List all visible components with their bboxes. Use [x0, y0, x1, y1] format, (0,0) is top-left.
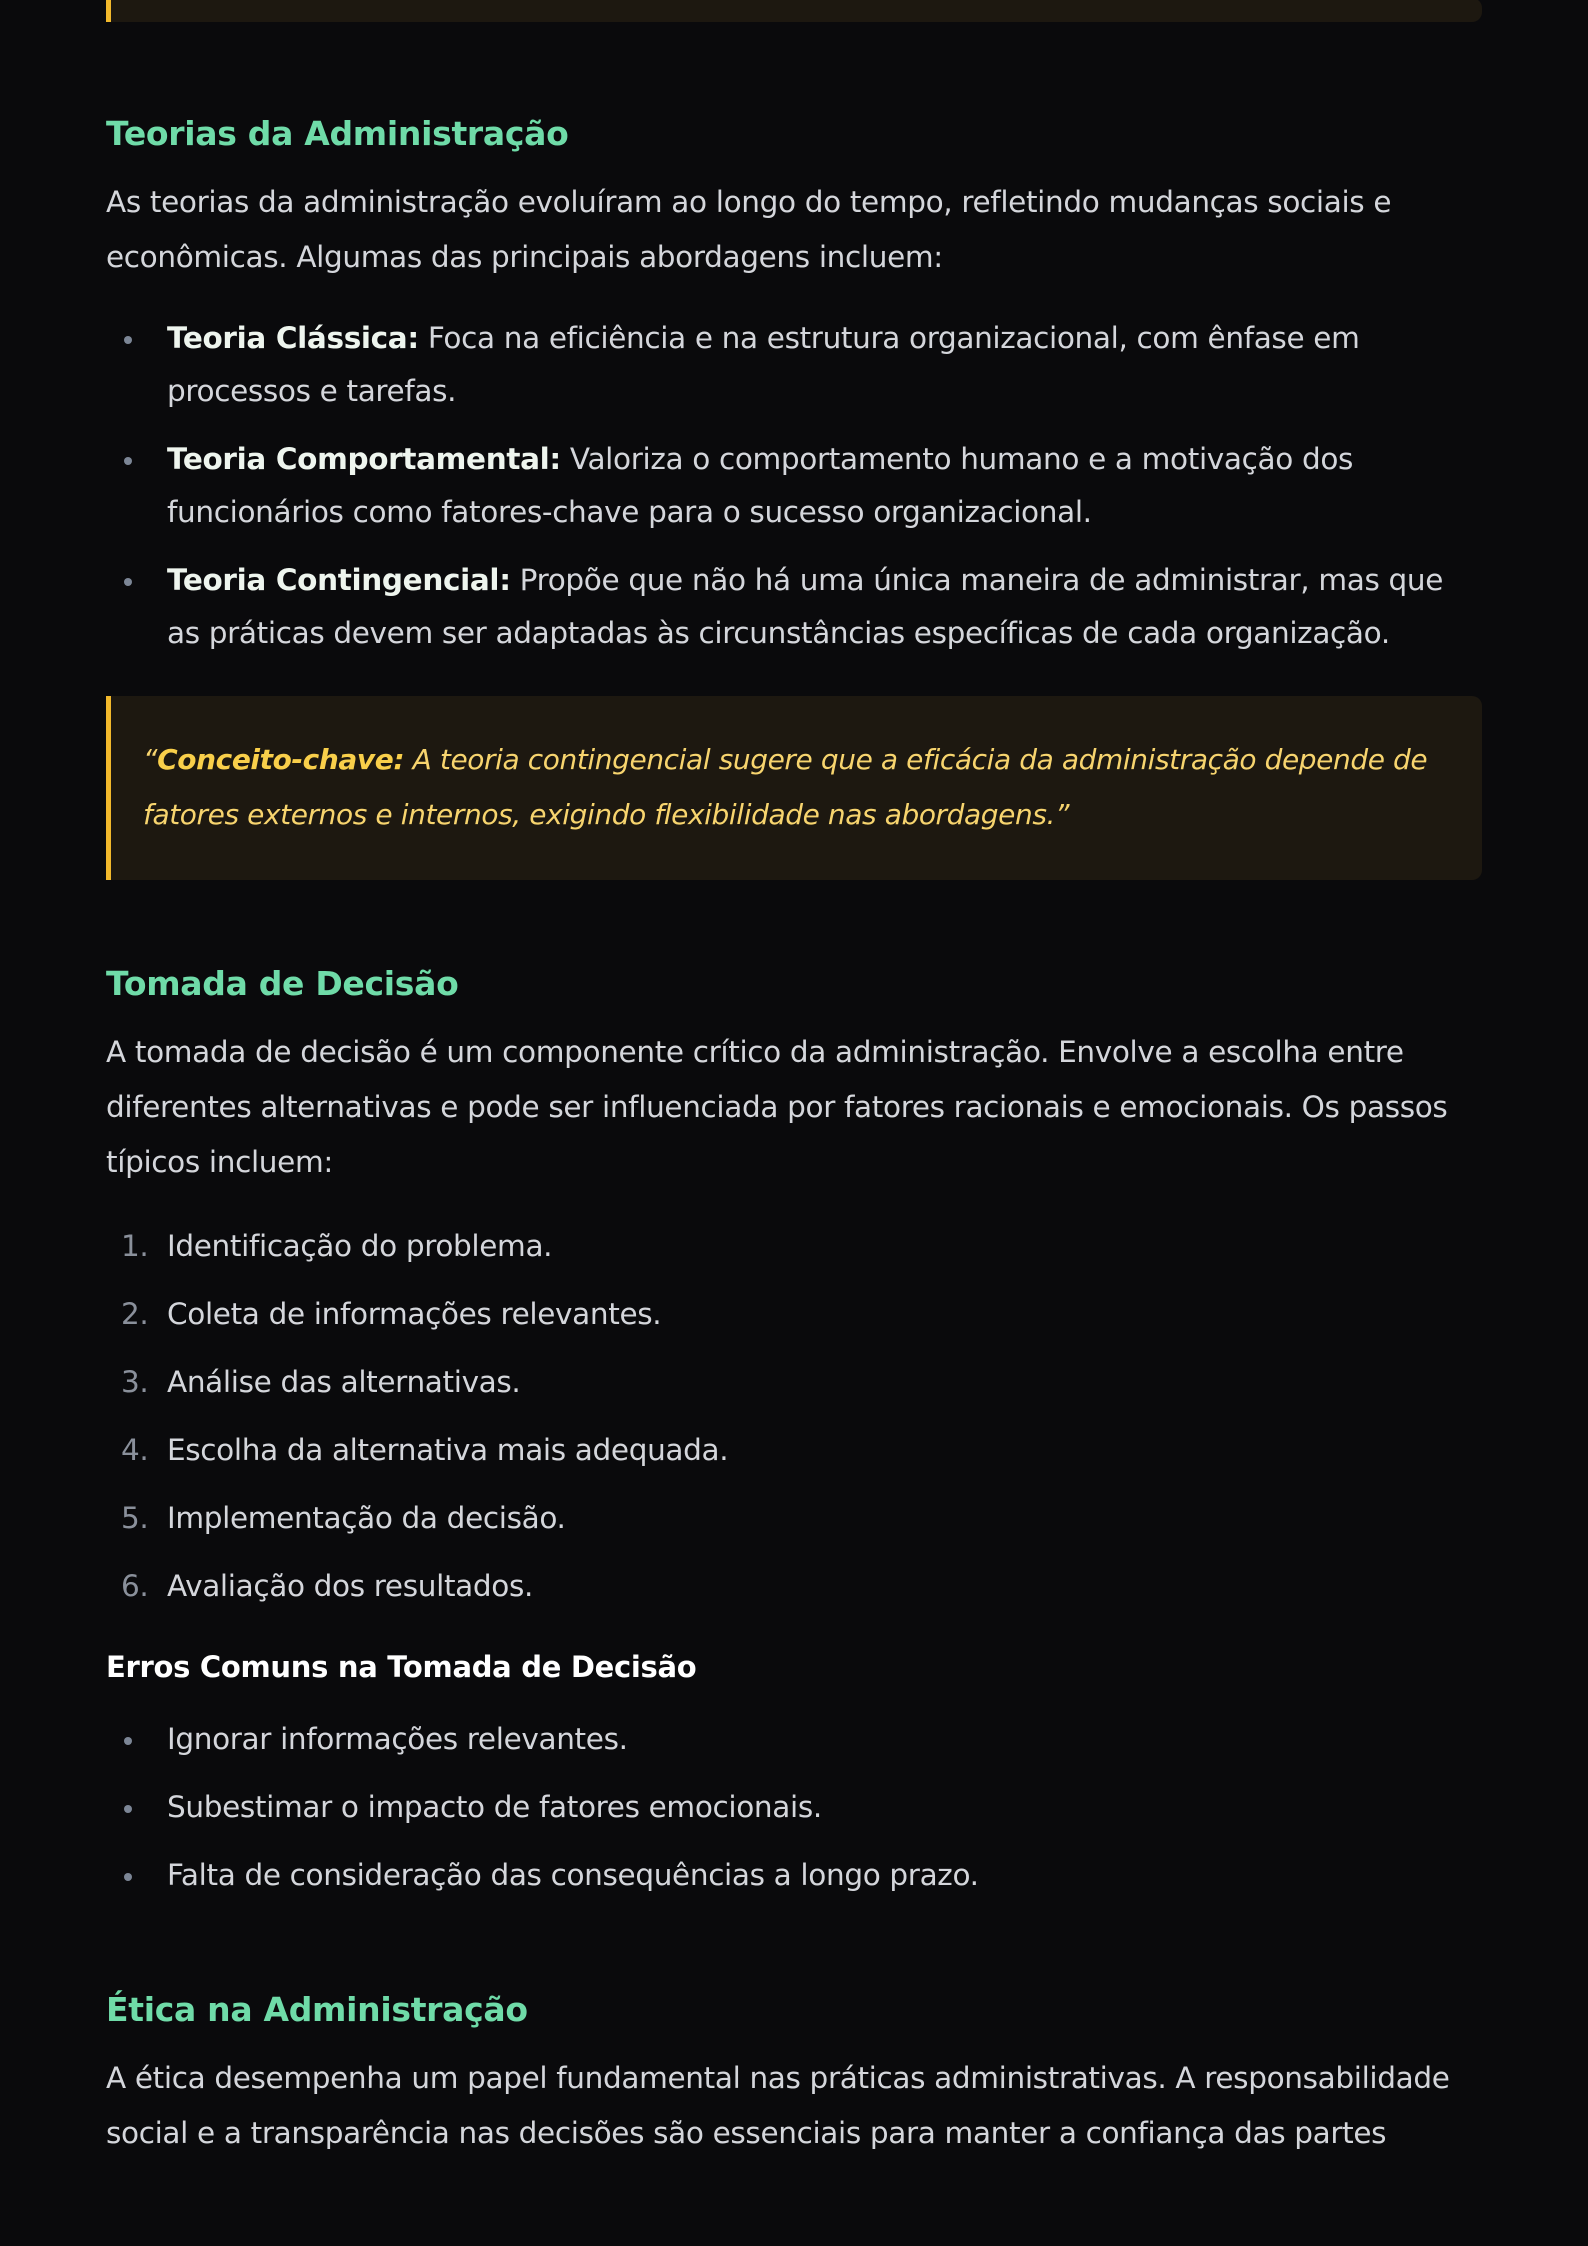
list-item	[106, 1288, 1482, 1341]
theory-label: Teoria Clássica:	[167, 321, 419, 355]
step-number: 4.	[121, 1433, 149, 1467]
step-number: 6.	[121, 1569, 149, 1603]
list-item	[106, 1424, 1482, 1477]
step-number: 1.	[121, 1229, 149, 1263]
callout-text	[143, 732, 1442, 842]
step-number: 5.	[121, 1501, 149, 1535]
list-item	[106, 1356, 1482, 1409]
theory-label: Teoria Contingencial:	[167, 563, 511, 597]
list-item	[106, 1220, 1482, 1273]
ethics-intro: A ética desempenha um papel fundamental nas práticas administrativas. A responsabilidade social e a transparência nas decisões são essenciais para manter a confiança das partes	[106, 2061, 1450, 2150]
decision-intro: A tomada de decisão é um componente crítico da administração. Envolve a escolha entre diferentes alternativas e pode ser influenciada por fatores racionais e emocionais. Os passos típicos incluem:	[106, 1035, 1448, 1179]
step-text: Análise das alternativas.	[167, 1365, 521, 1399]
list-item: Subestimar o impacto de fatores emocionais.	[106, 1781, 1482, 1834]
decision-steps	[106, 1220, 1482, 1613]
list-item: Ignorar informações relevantes.	[106, 1713, 1482, 1766]
list-item	[106, 1560, 1482, 1613]
section-title-theories: Teorias da Administração	[106, 114, 569, 153]
theory-label: Teoria Comportamental:	[167, 442, 561, 476]
section-title-decision: Tomada de Decisão	[106, 964, 459, 1003]
step-text: Implementação da decisão.	[167, 1501, 566, 1535]
list-item	[106, 1492, 1482, 1545]
theories-intro: As teorias da administração evoluíram ao longo do tempo, refletindo mudanças sociais e econômicas. Algumas das principais abordagens incluem:	[106, 185, 1392, 274]
step-text: Identificação do problema.	[167, 1229, 553, 1263]
article-content	[106, 0, 1482, 2161]
step-text: Escolha da alternativa mais adequada.	[167, 1433, 729, 1467]
errors-subtitle: Erros Comuns na Tomada de Decisão	[106, 1650, 697, 1684]
theories-list	[106, 312, 1482, 660]
step-number: 2.	[121, 1297, 149, 1331]
list-item	[106, 312, 1482, 418]
list-item: Falta de consideração das consequências a longo prazo.	[106, 1849, 1482, 1902]
errors-list	[106, 1713, 1482, 1902]
step-number: 3.	[121, 1365, 149, 1399]
open-quote: “	[143, 743, 158, 776]
theory-text: Foca na eficiência e na estrutura organizacional, com ênfase em processos e tarefas.	[167, 321, 1360, 408]
theory-text: Valoriza o comportamento humano e a motivação dos funcionários como fatores-chave para o sucesso organizacional.	[167, 442, 1354, 529]
key-concept-callout	[106, 696, 1482, 880]
step-text: Coleta de informações relevantes.	[167, 1297, 662, 1331]
list-item	[106, 554, 1482, 660]
callout-body: A teoria contingencial sugere que a eficácia da administração depende de fatores externos e internos, exigindo flexibilidade nas abordagens.”	[143, 743, 1428, 831]
list-item	[106, 433, 1482, 539]
previous-callout-fragment	[106, 0, 1482, 22]
section-title-ethics: Ética na Administração	[106, 1990, 528, 2029]
callout-label: Conceito-chave:	[157, 743, 405, 776]
theory-text: Propõe que não há uma única maneira de administrar, mas que as práticas devem ser adaptadas às circunstâncias específicas de cada organização.	[167, 563, 1444, 650]
step-text: Avaliação dos resultados.	[167, 1569, 534, 1603]
